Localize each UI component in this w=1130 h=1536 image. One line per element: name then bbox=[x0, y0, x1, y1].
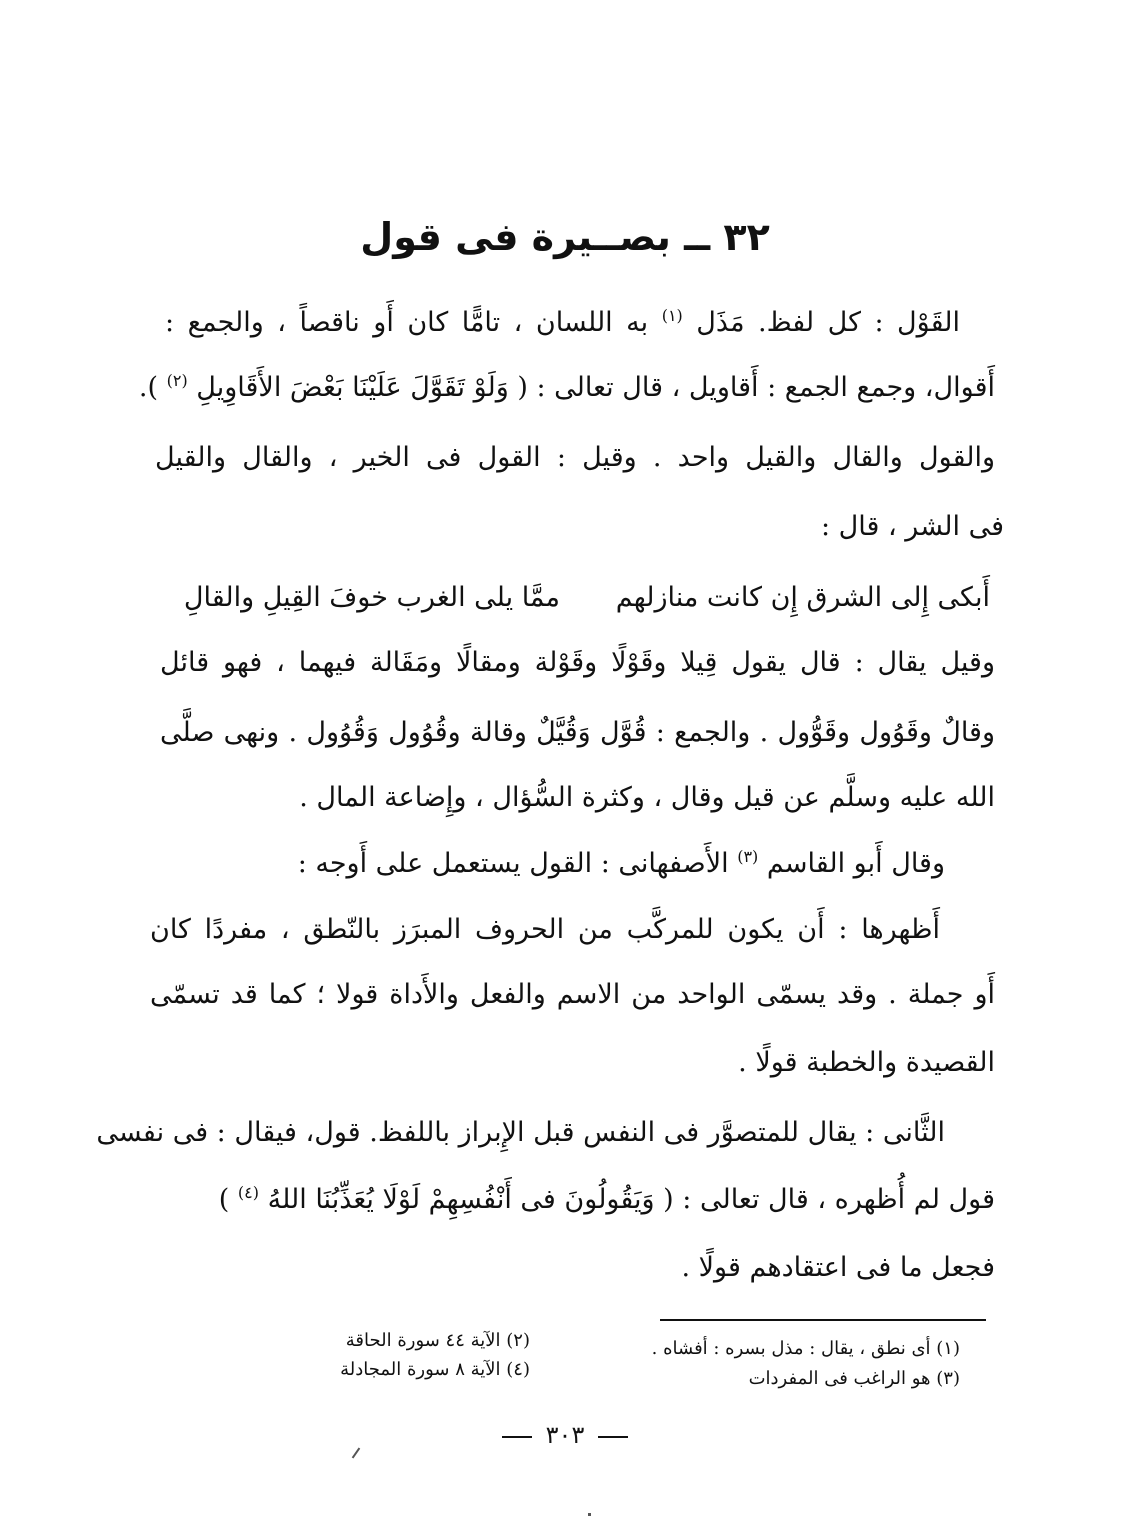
footnote-ref-2: (٢) bbox=[166, 371, 188, 390]
text-run: ). bbox=[138, 372, 159, 403]
chapter-title: ٣٢ ــ بصــيرة فى قول bbox=[360, 215, 770, 259]
verse-hemistich-1: أَبكى إِلى الشرق إِن كانت منازلهم bbox=[615, 582, 990, 613]
text-line-12 bbox=[96, 1113, 945, 1153]
verse-hemistich-2: ممَّا يلى الغرب خوفَ القِيلِ والقالِ bbox=[183, 582, 560, 613]
text-run: أَظهرها : أَن يكون للمركَّب من الحروف المبرَز بالنّطق ، مفردًا كان bbox=[150, 914, 940, 945]
footnote-ref-3: (٣) bbox=[737, 847, 759, 866]
text-run: وقالٌ وقَوُول وقَوُّول . والجمع : قُوَّل وَقُيَّلٌ وقالة وقُوُول وَقُوُول . ونهى صلَّى bbox=[160, 717, 995, 748]
page-number-value: ٣٠٣ bbox=[545, 1421, 585, 1449]
scan-speck bbox=[588, 1513, 591, 1516]
text-run: والقول والقال والقيل واحد . وقيل : القول فى الخير ، والقال والقيل bbox=[155, 442, 995, 473]
text-run: فجعل ما فى اعتقادهم قولًا . bbox=[681, 1252, 995, 1283]
text-line-6 bbox=[160, 713, 995, 753]
text-line-10 bbox=[150, 975, 995, 1015]
text-run: أَو جملة . وقد يسمّى الواحد من الاسم والفعل والأَداة قولا ؛ كما قد تسمّى bbox=[150, 979, 995, 1010]
text-run: به اللسان ، تامًّا كان أَو ناقصاً ، والجمع : bbox=[165, 307, 649, 338]
text-run: قول لم أُظهره ، قال تعالى : ( وَيَقُولُونَ فى أَنْفُسِهِمْ لَوْلَا يُعَذِّبُنَا اللهُ bbox=[267, 1184, 995, 1215]
text-line-9 bbox=[150, 910, 940, 950]
footnote-ref-4: (٤) bbox=[237, 1183, 260, 1202]
text-run: القصيدة والخطبة قولًا . bbox=[738, 1047, 995, 1078]
text-line-5 bbox=[160, 643, 995, 683]
footnote-1: (١) أى نطق ، يقال : مذل بسره : أفشاه . bbox=[651, 1338, 960, 1359]
text-run: الثَّانى : يقال للمتصوَّر فى النفس قبل الإِبراز باللفظ. قول، فيقال : فى نفسى bbox=[96, 1117, 945, 1148]
text-run: أَقوال، وجمع الجمع : أَقاويل ، قال تعالى : ( وَلَوْ تَقَوَّلَ عَلَيْنَا بَعْضَ الأَقَاوِيلِ bbox=[196, 372, 995, 403]
text-line-4 bbox=[821, 507, 1004, 547]
page-number bbox=[0, 1420, 1130, 1450]
text-run: الأَصفهانى : القول يستعمل على أَوجه : bbox=[297, 848, 729, 879]
text-run: ) bbox=[218, 1184, 230, 1215]
footnote-3: (٣) هو الراغب فى المفردات bbox=[748, 1368, 960, 1389]
text-line-13 bbox=[219, 1180, 995, 1220]
text-run: القَوْل : كل لفظ. مَذَل bbox=[696, 307, 960, 338]
footnote-4: (٤) الآية ٨ سورة المجادلة bbox=[340, 1359, 530, 1380]
text-line-2 bbox=[138, 368, 995, 408]
footnote-rule bbox=[660, 1319, 986, 1321]
text-run: فى الشر ، قال : bbox=[820, 511, 1004, 542]
text-run: وقال أَبو القاسم bbox=[766, 848, 945, 879]
footnote-ref-1: (١) bbox=[661, 306, 683, 325]
text-line-7 bbox=[299, 778, 995, 818]
footnote-2: (٢) الآية ٤٤ سورة الحاقة bbox=[345, 1330, 530, 1351]
text-line-14 bbox=[681, 1248, 995, 1288]
text-run: وقيل يقال : قال يقول قِيلا وقَوْلًا وقَوْلة ومقالًا ومَقَالة فيهما ، فهو قائل bbox=[160, 647, 995, 678]
text-line-11 bbox=[738, 1043, 995, 1083]
text-line-8 bbox=[298, 844, 945, 884]
text-run: الله عليه وسلَّم عن قيل وقال ، وكثرة السُّؤال ، وإِضاعة المال . bbox=[299, 782, 995, 813]
page-number-dash bbox=[502, 1436, 532, 1438]
text-line-1 bbox=[165, 303, 960, 343]
text-line-3 bbox=[155, 438, 995, 478]
page-number-dash bbox=[598, 1436, 628, 1438]
